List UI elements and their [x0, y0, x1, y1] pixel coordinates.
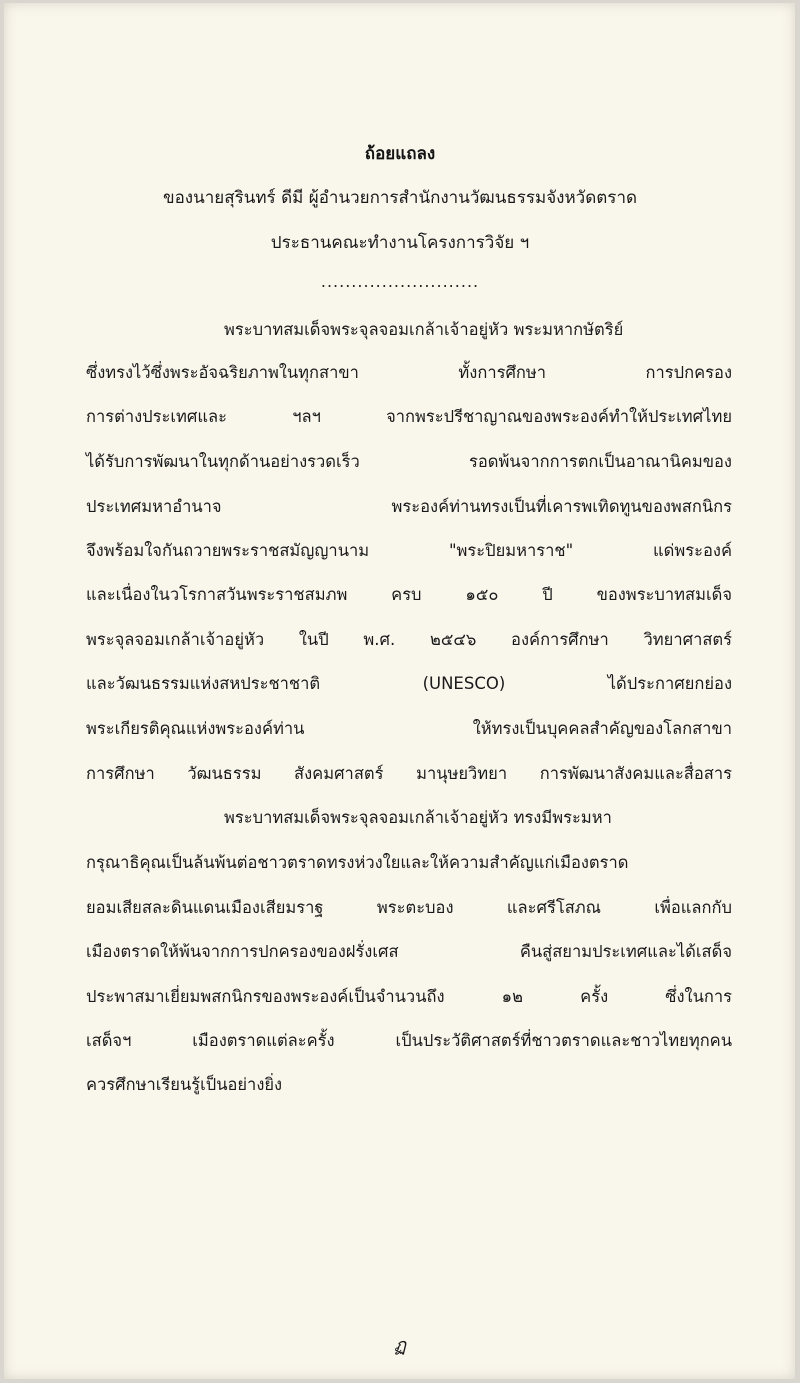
body-line: พระบาทสมเด็จพระจุลจอมเกล้าเจ้าอยู่หัว พระมหากษัตริย์	[224, 320, 624, 339]
body-line: ยอมเสียสละดินแดนเมืองเสียมราฐ พระตะบอง และศรีโสภณ เพื่อแลกกับ	[86, 898, 732, 917]
body-line: พระบาทสมเด็จพระจุลจอมเกล้าเจ้าอยู่หัว ทรงมีพระมหา	[224, 808, 612, 827]
body-line: ประเทศมหาอำนาจ พระองค์ท่านทรงเป็นที่เคารพเทิดทูนของพสกนิกร	[86, 497, 732, 516]
body-line: การต่างประเทศและ ฯลฯ จากพระปรีชาญาณของพระองค์ทำให้ประเทศไทย	[86, 407, 732, 426]
author-line: ของนายสุรินทร์ ดีมี ผู้อำนวยการสำนักงานวัฒนธรรมจังหวัดตราด	[162, 188, 638, 208]
body-line: จึงพร้อมใจกันถวายพระราชสมัญญานาม "พระปิยมหาราช" แด่พระองค์	[86, 541, 732, 560]
body-line: ประพาสมาเยี่ยมพสกนิกรของพระองค์เป็นจำนวนถึง ๑๒ ครั้ง ซึ่งในการ	[86, 987, 732, 1006]
body-line: พระจุลจอมเกล้าเจ้าอยู่หัว ในปี พ.ศ. ๒๕๔๖ องค์การศึกษา วิทยาศาสตร์	[86, 630, 732, 649]
role-line: ประธานคณะทำงานโครงการวิจัย ฯ	[270, 233, 530, 253]
separator: ..........................	[320, 272, 480, 291]
body-line: การศึกษา วัฒนธรรม สังคมศาสตร์ มานุษยวิทยา การพัฒนาสังคมและสื่อสาร	[86, 764, 732, 783]
body-line: เสด็จฯ เมืองตราดแต่ละครั้ง เป็นประวัติศาสตร์ที่ชาวตราดและชาวไทยทุกคน	[86, 1031, 732, 1050]
body-line: ได้รับการพัฒนาในทุกด้านอย่างรวดเร็ว รอดพ้นจากการตกเป็นอาณานิคมของ	[86, 452, 732, 471]
body-line: และวัฒนธรรมแห่งสหประชาชาติ (UNESCO) ได้ประกาศยกย่อง	[86, 674, 732, 693]
body-line: พระเกียรติคุณแห่งพระองค์ท่าน ให้ทรงเป็นบุคคลสำคัญของโลกสาขา	[86, 719, 732, 738]
page-title: ถ้อยแถลง	[364, 144, 436, 164]
body-line: กรุณาธิคุณเป็นล้นพ้นต่อชาวตราดทรงห่วงใยและให้ความสำคัญแก่เมืองตราด	[86, 853, 629, 872]
body-line: เมืองตราดให้พ้นจากการปกครองของฝรั่งเศส คืนสู่สยามประเทศและได้เสด็จ	[86, 942, 732, 961]
page-number: ฏ	[393, 1335, 407, 1356]
body-line: และเนื่องในวโรกาสวันพระราชสมภพ ครบ ๑๕๐ ปี ของพระบาทสมเด็จ	[86, 585, 732, 604]
body-line: ควรศึกษาเรียนรู้เป็นอย่างยิ่ง	[86, 1075, 283, 1094]
body-line: ซึ่งทรงไว้ซึ่งพระอัจฉริยภาพในทุกสาขา ทั้งการศึกษา การปกครอง	[86, 363, 732, 382]
